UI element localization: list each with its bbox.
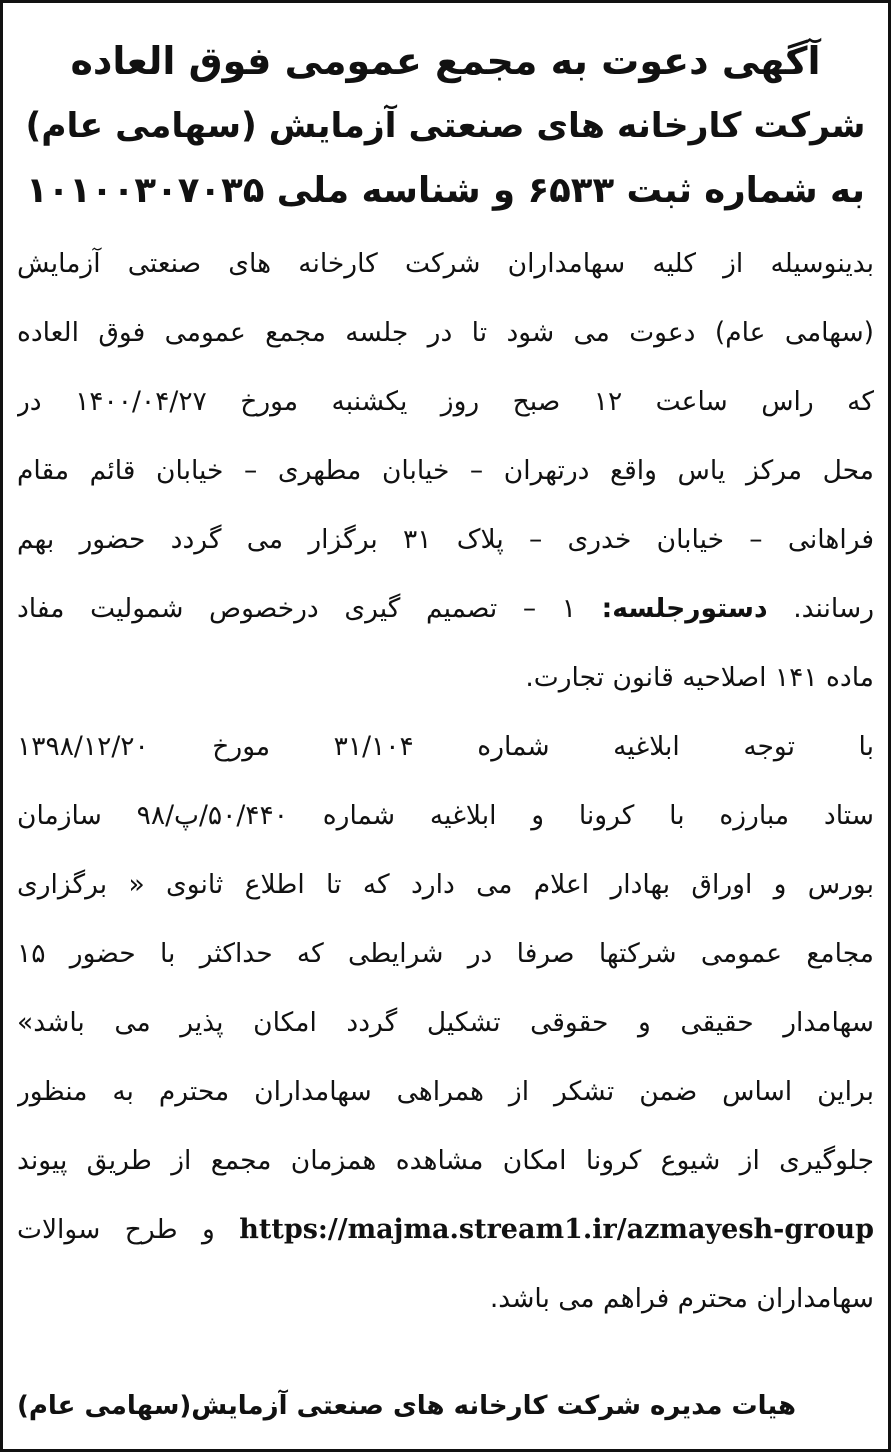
- body-line-6: [17, 584, 874, 634]
- body-line-15: [17, 1205, 874, 1255]
- body-line-5: فراهانی – خیابان خدری – پلاک ۳۱ برگزار می گردد حضور بهم: [17, 524, 874, 555]
- body-line-12: سهامدار حقیقی و حقوقی تشکیل گردد امکان پذیر می باشد»: [17, 1007, 874, 1038]
- body-line-2: (سهامی عام) دعوت می شود تا در جلسه مجمع عمومی فوق العاده: [17, 317, 874, 348]
- notice-title: آگهی دعوت به مجمع عمومی فوق العاده: [70, 39, 821, 83]
- agenda-label: دستورجلسه:: [601, 593, 768, 624]
- registration-heading: به شماره ثبت ۶۵۳۳ و شناسه ملی ۱۰۱۰۰۳۰۷۰۳۵: [26, 170, 865, 211]
- body-line-1: بدینوسیله از کلیه سهامداران شرکت کارخانه های صنعتی آزمایش: [17, 248, 874, 279]
- agenda-item-1: ۱ – تصمیم گیری درخصوص شمولیت مفاد: [17, 593, 577, 624]
- body-line-4: محل مرکز یاس واقع درتهران – خیابان مطهری – خیابان قائم مقام: [17, 455, 874, 486]
- body-line-10: بورس و اوراق بهادار اعلام می دارد که تا اطلاع ثانوی « برگزاری: [17, 869, 874, 900]
- body-line-3: که راس ساعت ۱۲ صبح روز یکشنبه مورخ ۱۴۰۰/۰۴/۲۷ در: [17, 386, 874, 417]
- board-signature: هیات مدیره شرکت کارخانه های صنعتی آزمایش(سهامی عام): [16, 1391, 796, 1421]
- company-name-heading: شرکت کارخانه های صنعتی آزمایش (سهامی عام): [25, 106, 866, 146]
- body-line-8: با توجه ابلاغیه شماره ۳۱/۱۰۴ مورخ ۱۳۹۸/۱۲/۲۰: [17, 731, 874, 762]
- body-line-6-start: رسانند.: [793, 593, 874, 624]
- body-line-11: مجامع عمومی شرکتها صرفا در شرایطی که حداکثر با حضور ۱۵: [17, 938, 874, 969]
- body-line-16: سهامداران محترم فراهم می باشد.: [489, 1283, 874, 1314]
- body-line-13: براین اساس ضمن تشکر از همراهی سهامداران محترم به منظور: [17, 1076, 874, 1107]
- body-line-7: ماده ۱۴۱ اصلاحیه قانون تجارت.: [525, 662, 874, 693]
- body-line-9: ستاد مبارزه با کرونا و ابلاغیه شماره ۵۰/۴۴۰/پ/۹۸ سازمان: [17, 800, 874, 831]
- body-line-15-end: و طرح سوالات: [17, 1214, 215, 1245]
- body-line-14: جلوگیری از شیوع کرونا امکان مشاهده همزمان مجمع از طریق پیوند: [17, 1145, 874, 1176]
- stream-link[interactable]: https://majma.stream1.ir/azmayesh-group: [239, 1214, 874, 1245]
